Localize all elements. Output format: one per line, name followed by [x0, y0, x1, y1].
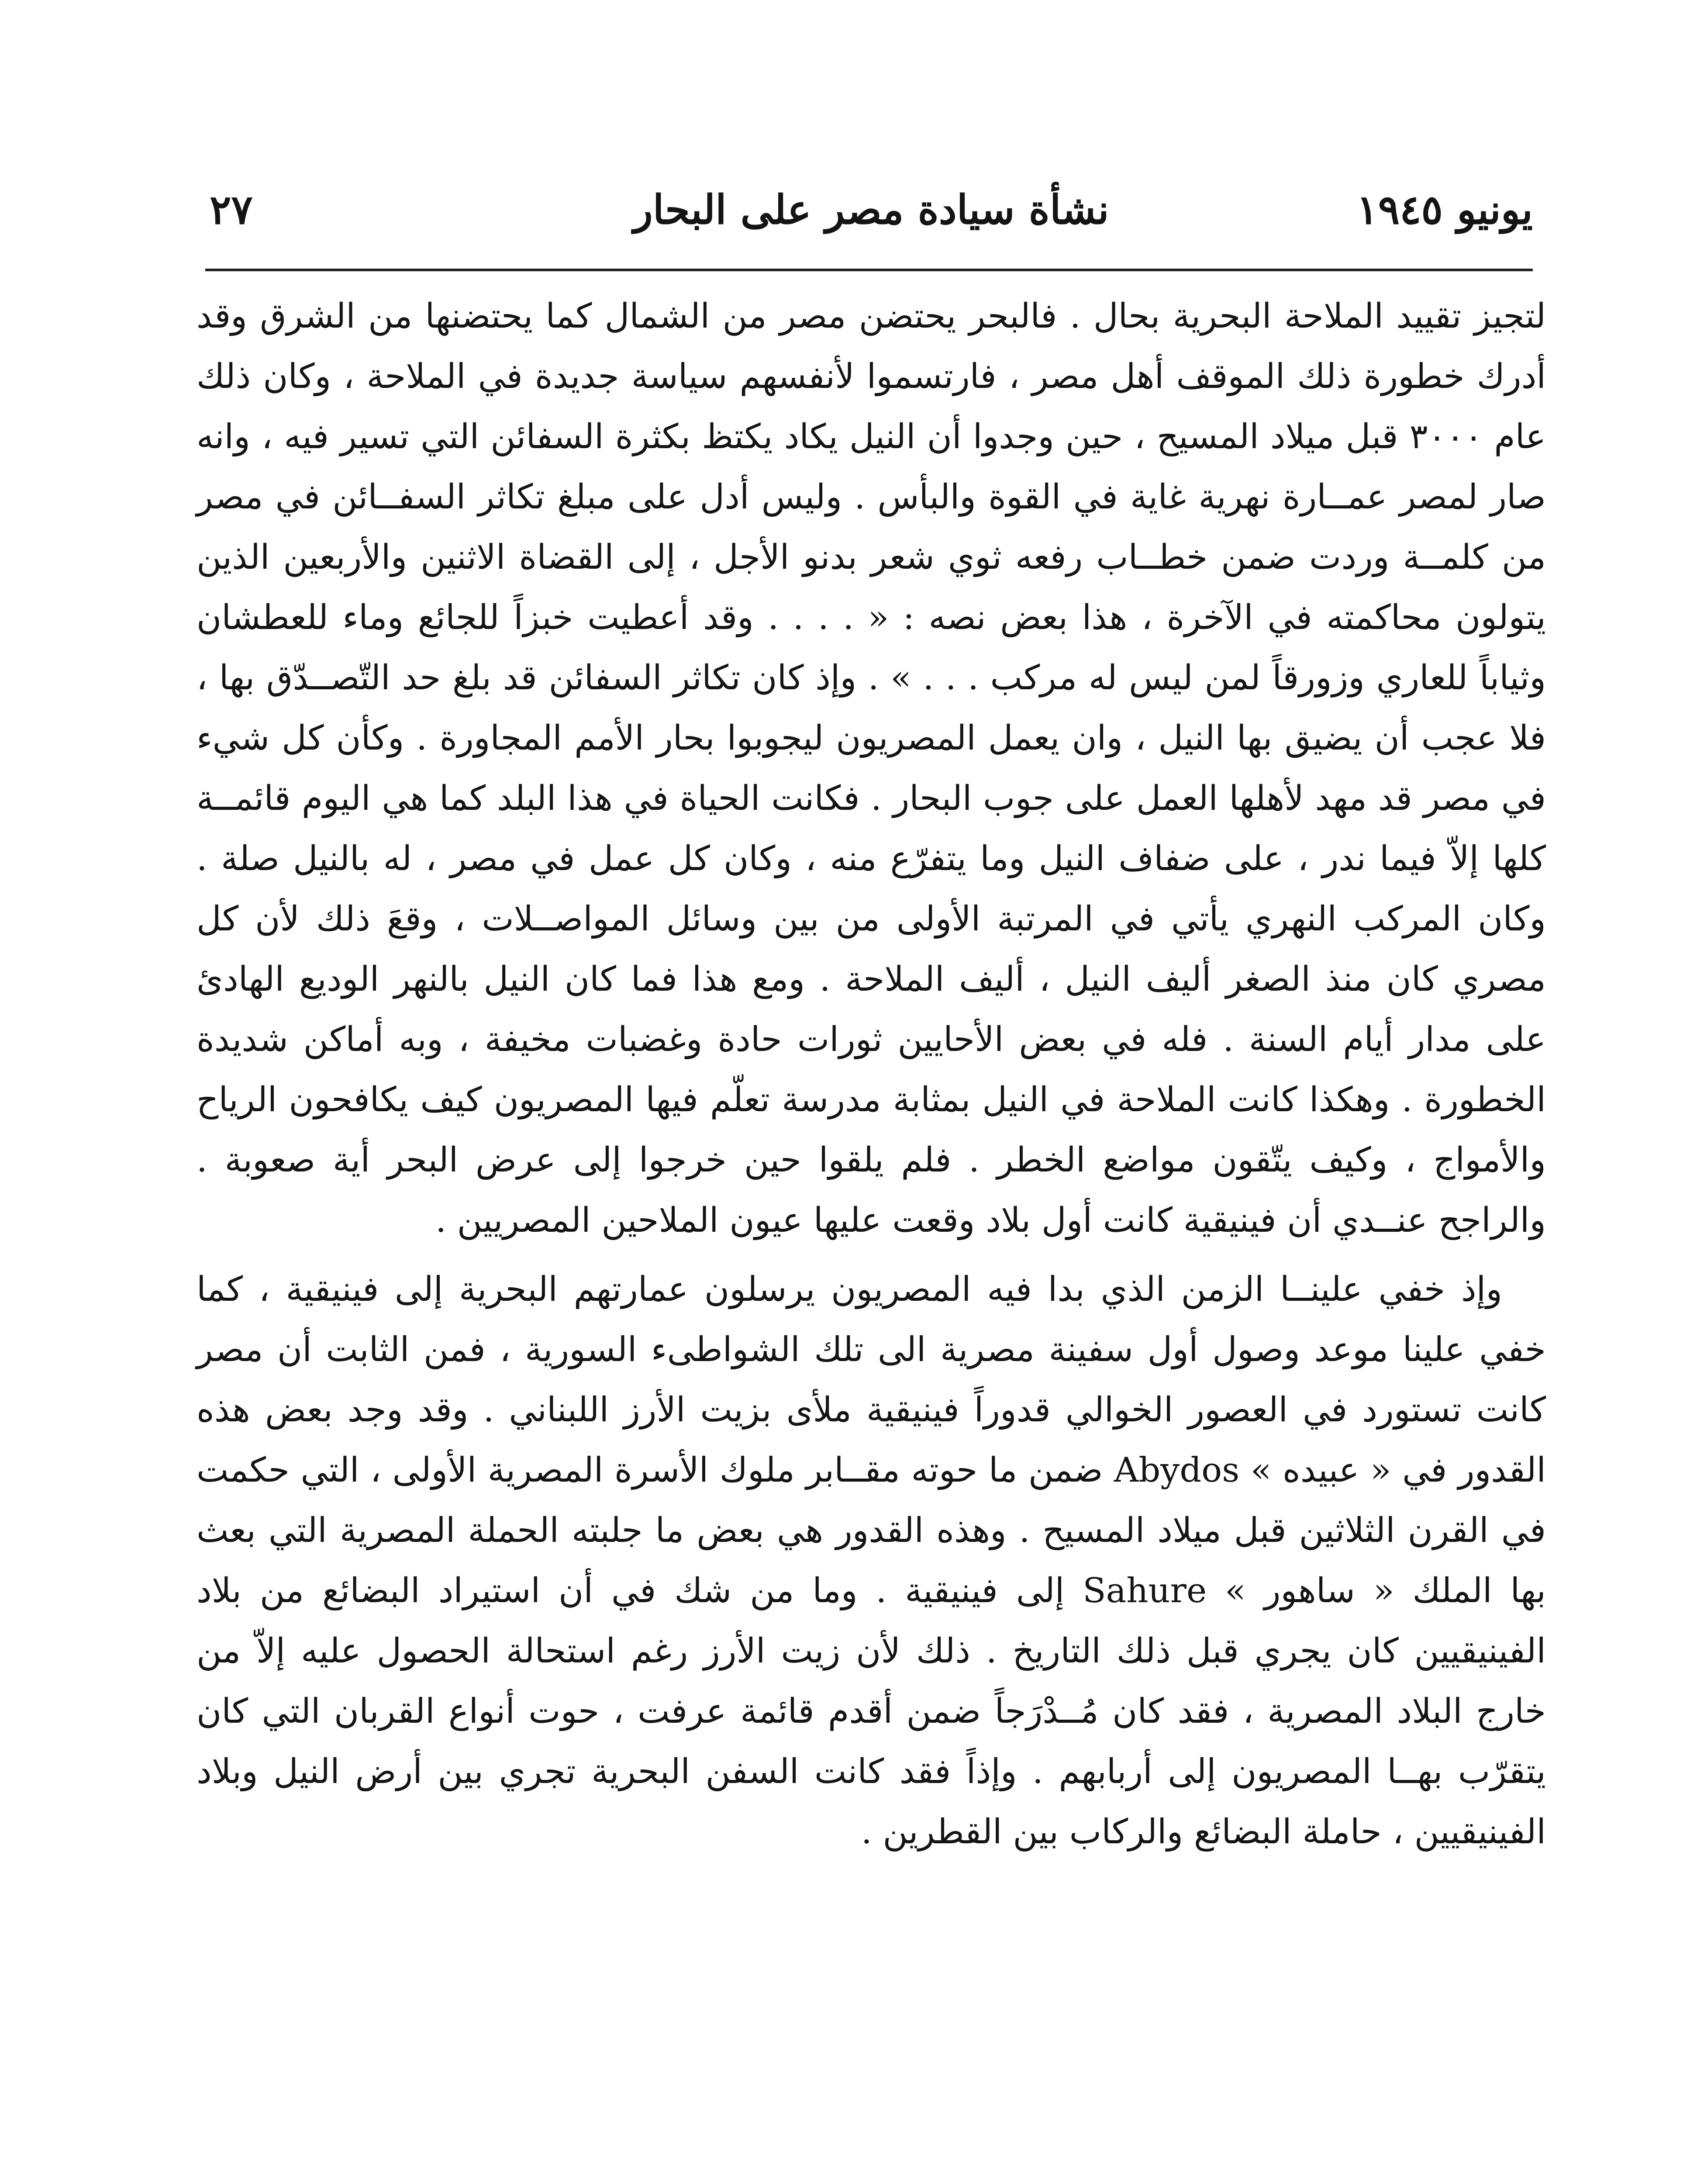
- paragraph-1: لتجيز تقييد الملاحة البحرية بحال . فالبحر يحتضن مصر من الشمال كما يحتضنها من الشرق وقد أدرك خطورة ذلك الموقف أهل مصر ، فارتسموا لأنفسهم سياسة جديدة في الملاحة ، وكان ذلك عام ٣٠٠٠ قبل ميلاد المسيح ، حين وجدوا أن النيل يكاد يكتظ بكثرة السفائن التي تسير فيه ، وانه صار لمصر عمــارة نهرية غاية في القوة والبأس . وليس أدل على مبلغ تكاثر السفــائن في مصر من كلمــة وردت ضمن خطــاب رفعه ثوي شعر بدنو الأجل ، إلى القضاة الاثنين والأربعين الذين يتولون محاكمته في الآخرة ، هذا بعض نصه : « . . . . وقد أعطيت خبزاً للجائع وماء للعطشان وثياباً للعاري وزورقاً لمن ليس له مركب . . . » . وإذ كان تكاثر السفائن قد بلغ حد التّصــدّق بها ، فلا عجب أن يضيق بها النيل ، وان يعمل المصريون ليجوبوا بحار الأمم المجاورة . وكأن كل شيء في مصر قد مهد لأهلها العمل على جوب البحار . فكانت الحياة في هذا البلد كما هي اليوم قائمــة كلها إلاّ فيما ندر ، على ضفاف النيل وما يتفرّع منه ، وكان كل عمل في مصر ، له بالنيل صلة . وكان المركب النهري يأتي في المرتبة الأولى من بين وسائل المواصــلات ، وقعَ ذلك لأن كل مصري كان منذ الصغر أليف النيل ، أليف الملاحة . ومع هذا فما كان النيل بالنهر الوديع الهادئ على مدار أيام السنة . فله في بعض الأحايين ثورات حادة وغضبات مخيفة ، وبه أماكن شديدة الخطورة . وهكذا كانت الملاحة في النيل بمثابة مدرسة تعلّم فيها المصريون كيف يكافحون الرياح والأمواج ، وكيف يتّقون مواضع الخطر . فلم يلقوا حين خرجوا إلى عرض البحر أية صعوبة . والراجح عنــدي أن فينيقية كانت أول بلاد وقعت عليها عيون الملاحين المصريين .: [197, 297, 1546, 1240]
- page-number: ٢٧: [210, 186, 253, 233]
- body-text: [197, 286, 1546, 1862]
- header-title: نشأة سيادة مصر على البحار: [633, 186, 1109, 233]
- header-date: يونيو ١٩٤٥: [1356, 186, 1533, 233]
- running-header: [210, 168, 1533, 251]
- paragraph-2: وإذ خفي علينــا الزمن الذي بدا فيه المصريون يرسلون عمارتهم البحرية إلى فينيقية ، كما خفي علينا موعد وصول أول سفينة مصرية الى تلك الشواطىء السورية ، فمن الثابت أن مصر كانت تستورد في العصور الخوالي قدوراً فينيقية ملأى بزيت الأرز اللبناني . وقد وجد بعض هذه القدور في « عبيده » Abydos ضمن ما حوته مقــابر ملوك الأسرة المصرية الأولى ، التي حكمت في القرن الثلاثين قبل ميلاد المسيح . وهذه القدور هي بعض ما جلبته الحملة المصرية التي بعث بها الملك « ساهور » Sahure إلى فينيقية . وما من شك في أن استيراد البضائع من بلاد الفينيقيين كان يجري قبل ذلك التاريخ . ذلك لأن زيت الأرز رغم استحالة الحصول عليه إلاّ من خارج البلاد المصرية ، فقد كان مُــدْرَجاً ضمن أقدم قائمة عرفت ، حوت أنواع القربان التي كان يتقرّب بهــا المصريون إلى أربابهم . وإذاً فقد كانت السفن البحرية تجري بين أرض النيل وبلاد الفينيقيين ، حاملة البضائع والركاب بين القطرين .: [197, 1270, 1546, 1852]
- header-rule: [205, 269, 1533, 271]
